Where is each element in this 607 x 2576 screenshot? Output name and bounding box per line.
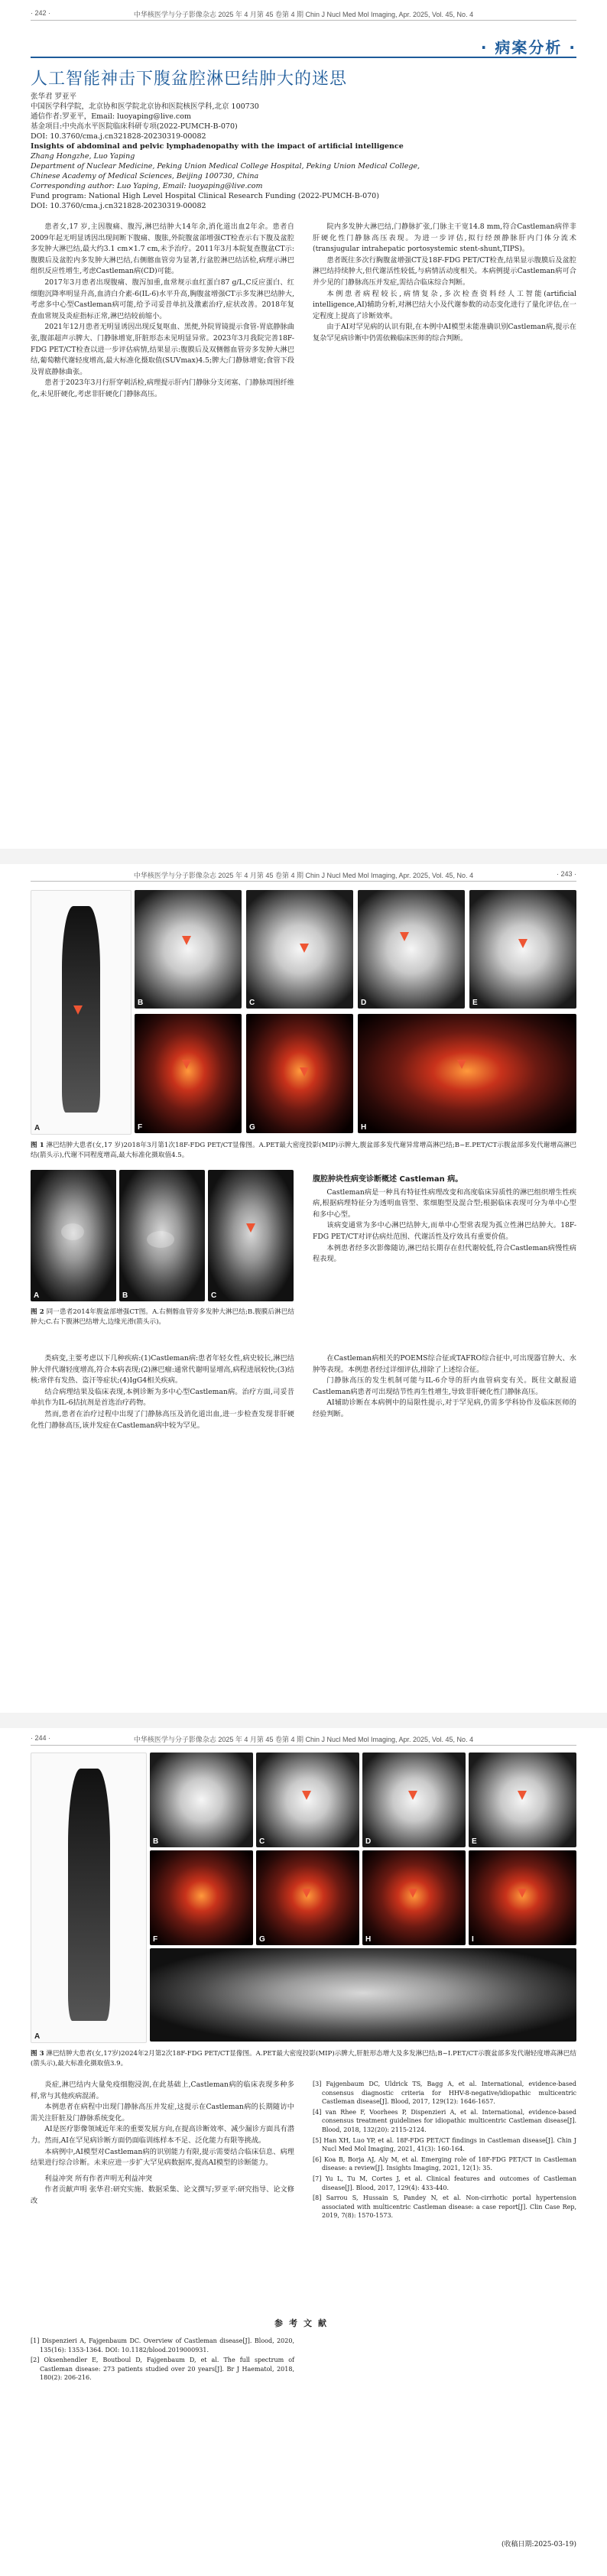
paragraph: 类病变,主要考虑以下几种疾病:(1)Castleman病:患者年轻女性,病史较长,淋巴结肿大伴代谢轻度增高,符合本病表现;(2)淋巴瘤:通常代谢明显增高,病程进展较快;(3)结核:常伴有发热、盗汗等症状;(4)IgG4相关疾病。	[31, 1354, 294, 1385]
panel-label: C	[259, 1837, 265, 1846]
paragraph: 患者女,17 岁,主因腹痛、腹泻,淋巴结肿大14年余,消化道出血2年余。患者自2009年起无明显诱因出现间断下腹痛、腹胀,外院腹盆部增强CT检查示右下腹及盆腔多发肿大淋巴结,最大约3.1 cm×1.7 cm,未予治疗。2011年3月本院复查腹盆CT示:腹膜后及盆腔内多发肿大淋巴结,右侧髂血管旁为显著,行盆腔淋巴结活检,病理示淋巴组织反应性增生,考虑Castleman病(CD)可能。	[31, 223, 294, 276]
references-title: 参考文献	[274, 2318, 333, 2328]
paragraph: 2017年3月患者出现腹痛、腹泻加重,血常规示血红蛋白87 g/L,C反应蛋白、红细胞沉降率明显升高,血清白介素-6(IL-6)水平升高,胸腹盆增强CT示多发淋巴结肿大,考虑多中心型Castleman病可能,给予司妥昔单抗及激素治疗,症状改善。2018年复查血常规及炎症指标正常,淋巴结较前缩小。	[31, 278, 294, 320]
fig3-panel-c	[256, 1753, 359, 1847]
fig1-panel-c	[246, 890, 353, 1009]
english-affiliation-1: Department of Nuclear Medicine, Peking Union Medical College Hospital, Peking Union Medical College,	[31, 162, 420, 171]
section-heading: 腹腔肿块性病变诊断概述 Castleman 病。	[313, 1175, 463, 1184]
pet-body-silhouette	[68, 1769, 110, 2021]
page-header	[31, 8, 576, 21]
paragraph: 本例患者在病程中出现门静脉高压并发症,这提示在Castleman病的长期随访中需关注肝脏及门静脉系统变化。	[31, 2103, 294, 2123]
fig2-panel-a	[31, 1170, 116, 1301]
panel-label: I	[472, 1935, 474, 1944]
paragraph: 在Castleman病相关的POEMS综合征或TAFRO综合征中,可出现器官肿大、水肿等表现。本例患者经过详细评估,排除了上述综合征。	[313, 1354, 576, 1374]
body-left-column	[31, 2080, 294, 2207]
paragraph: 2021年12月患者无明显诱因出现反复呕血、黑便,外院胃镜提示食管-胃底静脉曲张,腹部超声示脾大、门静脉增宽,肝脏形态未见明显异常。2023年3月我院完善18F-FDG PET/CT检查以进一步评估病情,结果显示:腹膜后及双侧髂血管旁多发肿大淋巴结,葡萄糖代谢轻度增高,最大标准化摄取值(SUVmax)4.5;脾大;门静脉增宽;食管下段及胃底静脉曲张。	[31, 323, 294, 376]
reference-item: [4] van Rhee F, Voorhees P, Dispenzieri A, et al. International, evidence-based consensus treatment guidelines for idiopathic multicentric Castleman disease[J]. Blood, 2018, 132(20): 2115-2124.	[313, 2108, 576, 2133]
english-doi: DOI: 10.3760/cma.j.cn321828-20230319-00082	[31, 202, 206, 210]
body-left-column	[31, 1353, 294, 1431]
english-fund: Fund program: National High Level Hospital Clinical Research Funding (2022-PUMCH-B-070)	[31, 192, 379, 200]
figure-1-caption	[31, 1141, 576, 1160]
figure-1	[31, 890, 576, 1135]
figure-2-caption	[31, 1307, 294, 1327]
fig1-panel-f	[135, 1014, 242, 1133]
fund-program: 基金项目:中央高水平医院临床科研专项(2022-PUMCH-B-070)	[31, 122, 238, 131]
english-authors: Zhang Hongzhe, Luo Yaping	[31, 152, 135, 161]
paragraph: 本例患者病程较长,病情复杂,多次检查资料经人工智能(artificial intelligence,AI)辅助分析,对淋巴结大小及代谢参数的动态变化进行了量化评估,在一定程度上提高了诊断效率。	[313, 289, 576, 320]
fig1-panel-d	[358, 890, 465, 1009]
fig1-panel-h	[358, 1014, 576, 1133]
fig2-panel-b	[119, 1170, 205, 1301]
fig3-panel-d	[362, 1753, 466, 1847]
paragraph: 院内多发肿大淋巴结,门静脉扩张,门脉主干宽14.8 mm,符合Castleman病伴非肝硬化性门静脉高压表现。为进一步评估,拟行经颈静脉肝内门体分流术(transjugular intrahepatic portosystemic stent-shunt,TIPS)。	[313, 223, 576, 254]
paragraph: 由于AI对罕见病的认识有限,在本例中AI模型未能准确识别Castleman病,提示在复杂罕见病诊断中仍需依赖临床医师的综合判断。	[313, 323, 576, 343]
page-header	[31, 869, 576, 882]
arrow-icon	[182, 936, 191, 945]
arrow-icon	[518, 1791, 527, 1800]
arrow-icon	[518, 939, 527, 948]
paragraph: AI是医疗影像领域近年来的重要发展方向,在提高诊断效率、减少漏诊方面具有潜力。然而,AI在罕见病诊断方面仍面临训练样本不足、泛化能力有限等挑战。	[31, 2125, 294, 2145]
panel-label: B	[138, 999, 144, 1007]
english-title: Insights of abdominal and pelvic lymphadenopathy with the impact of artificial intelligence	[31, 142, 404, 151]
paragraph: 结合病理结果及临床表现,本例诊断为多中心型Castleman病。治疗方面,司妥昔单抗作为IL-6拮抗剂是首选治疗药物。	[31, 1387, 294, 1408]
fig3-panel-b	[150, 1753, 253, 1847]
paragraph: 然而,患者在治疗过程中出现了门静脉高压及消化道出血,进一步检查发现非肝硬化性门静脉高压,该并发症在Castleman病中较为罕见。	[31, 1409, 294, 1430]
fig3-panel-h	[362, 1850, 466, 1945]
affiliation: 中国医学科学院，北京协和医学院北京协和医院核医学科,北京 100730	[31, 102, 259, 111]
panel-label: E	[472, 1837, 477, 1846]
panel-label: F	[138, 1123, 143, 1132]
panel-label: C	[249, 999, 255, 1007]
panel-label: E	[472, 999, 478, 1007]
arrow-icon	[400, 932, 409, 941]
panel-label: A	[34, 1291, 40, 1300]
arrow-icon	[408, 1791, 417, 1800]
paragraph: 本例患者经多次影像随访,淋巴结长期存在但代谢较低,符合Castleman病慢性病程表现。	[313, 1243, 576, 1264]
figure-2	[31, 1170, 294, 1304]
reference-item: [2] Oksenhendler E, Boutboul D, Fajgenbaum D, et al. The full spectrum of Castleman disease: 273 patients studied over 20 years[J]. Br J Haematol, 2018, 180(2): 206-216.	[31, 2357, 294, 2382]
figure-3	[31, 1753, 576, 2043]
references-right	[313, 2080, 576, 2222]
body-right-column	[313, 1353, 576, 1421]
page-header	[31, 1733, 576, 1746]
fig2-panel-c	[208, 1170, 294, 1301]
caption-label: 图 1	[31, 1142, 44, 1149]
paragraph: Castleman病是一种具有特征性病理改变和高度临床异质性的淋巴组织增生性疾病,根据病理特征分为透明血管型、浆细胞型及混合型;根据临床表现可分为单中心型和多中心型。	[313, 1187, 576, 1219]
fig3-panel-f	[150, 1850, 253, 1945]
paragraph: 门静脉高压的发生机制可能与IL-6介导的肝内血管病变有关。既往文献报道Castleman病患者可出现结节性再生性增生,导致非肝硬化性门静脉高压。	[313, 1376, 576, 1396]
arrow-icon	[300, 944, 309, 953]
fig3-panel-i	[469, 1850, 576, 1945]
page-2	[0, 864, 607, 1713]
fig3-panel-g	[256, 1850, 359, 1945]
panel-label: H	[361, 1123, 367, 1132]
fig3-panel-ct-row	[150, 1948, 576, 2042]
caption-text: 淋巴结肿大患者(女,17岁)2024年2月第2次18F-FDG PET/CT显像图。A.PET最大密度投影(MIP)示脾大,肝脏形态增大及多发淋巴结;B~I.PET/CT示腹盆部多发代谢轻度增高淋巴结(箭头示),最大标准化摄取值3.9。	[31, 2050, 577, 2068]
paragraph: 该病变通常为多中心淋巴结肿大,而单中心型常表现为孤立性淋巴结肿大。18F-FDG PET/CT对评估病灶范围、代谢活性及疗效具有重要价值。	[313, 1221, 576, 1241]
fig1-panel-b	[135, 890, 242, 1009]
journal-info: 中华核医学与分子影像杂志 2025 年 4 月第 45 卷第 4 期 Chin J Nucl Med Mol Imaging, Apr. 2025, Vol. 45, No. 4	[133, 11, 474, 18]
references-left	[31, 2337, 294, 2384]
fig1-panel-a-mip	[31, 890, 131, 1135]
panel-label: G	[249, 1123, 255, 1132]
reference-item: [1] Dispenzieri A, Fajgenbaum DC. Overview of Castleman disease[J]. Blood, 2020, 135(16): 1353-1364. DOI: 10.1182/blood.2019000931.	[31, 2337, 294, 2353]
panel-label: H	[365, 1935, 372, 1944]
fig1-panel-g	[246, 1014, 353, 1133]
caption-label: 图 3	[31, 2050, 44, 2058]
page-separator	[0, 849, 607, 864]
conflict-statement: 利益冲突 所有作者声明无利益冲突	[44, 2174, 153, 2183]
panel-label: C	[211, 1291, 217, 1300]
category-rule	[31, 57, 576, 58]
panel-label: D	[361, 999, 367, 1007]
fig3-panel-e	[469, 1753, 576, 1847]
reference-item: [3] Fajgenbaum DC, Uldrick TS, Bagg A, et al. International, evidence-based consensus diagnostic criteria for HHV-8-negative/idiopathic multicentric Castleman disease[J]. Blood, 2017, 129(12): 1646-1657.	[313, 2081, 576, 2106]
arrow-icon	[457, 1060, 466, 1069]
journal-info: 中华核医学与分子影像杂志 2025 年 4 月第 45 卷第 4 期 Chin J Nucl Med Mol Imaging, Apr. 2025, Vol. 45, No. 4	[133, 872, 474, 879]
panel-label: F	[153, 1935, 158, 1944]
paragraph: 炎症,淋巴结内大量免疫细胞浸润,在此基础上,Castleman病的临床表现多种多样,常与其他疾病混淆。	[31, 2081, 294, 2100]
panel-label: B	[153, 1837, 159, 1846]
arrow-icon	[182, 1060, 191, 1069]
english-affiliation-2: Chinese Academy of Medical Sciences, Beijing 100730, China	[31, 172, 259, 180]
panel-label: A	[34, 1124, 41, 1132]
arrow-icon	[300, 1067, 309, 1077]
figure-3-caption	[31, 2049, 576, 2068]
panel-label: G	[259, 1935, 265, 1944]
page-3	[0, 1728, 607, 2576]
arrow-icon	[518, 1889, 527, 1898]
page-1	[0, 0, 607, 856]
panel-label: D	[365, 1837, 372, 1846]
corresponding-author: 通信作者:罗亚平，Email: luoyaping@live.com	[31, 112, 191, 121]
caption-label: 图 2	[31, 1308, 44, 1316]
right-column-upper	[313, 1170, 576, 1265]
organ-shape	[147, 1231, 174, 1248]
arrow-icon	[408, 1889, 417, 1898]
paragraph: AI辅助诊断在本病例中的局限性提示,对于罕见病,仍需多学科协作及临床医师的经验判断。	[313, 1398, 576, 1418]
arrow-icon	[302, 1791, 311, 1800]
body-right-column	[313, 222, 576, 345]
journal-info: 中华核医学与分子影像杂志 2025 年 4 月第 45 卷第 4 期 Chin J Nucl Med Mol Imaging, Apr. 2025, Vol. 45, No. 4	[133, 1736, 474, 1743]
caption-text: 同一患者2014年腹盆部增强CT图。A.右侧髂血管旁多发肿大淋巴结;B.腹膜后淋巴结肿大;C.右下腹淋巴结增大,边缘光滑(箭头示)。	[31, 1308, 295, 1326]
paragraph: 本病例中,AI模型对Castleman病的识别能力有限,提示需要结合临床信息、病理结果进行综合诊断。未来应进一步扩大罕见病数据库,提高AI模型的诊断能力。	[31, 2147, 294, 2168]
organ-shape	[61, 1223, 84, 1240]
paragraph: 患者既往多次行胸腹盆增强CT及18F-FDG PET/CT检查,结果显示腹膜后及盆腔淋巴结持续肿大,但代谢活性较低,与病情活动度相关。本病例提示Castleman病可合并少见的门静脉高压并发症,需结合临床综合判断。	[313, 255, 576, 287]
reference-item: [7] Yu L, Tu M, Cortes J, et al. Clinical features and outcomes of Castleman disease[J]. Blood, 2017, 129(4): 433-440.	[313, 2175, 576, 2191]
page-number: · 242 ·	[31, 9, 51, 17]
arrow-icon	[302, 1889, 311, 1898]
panel-label: B	[122, 1291, 128, 1300]
contribution-statement: 作者贡献声明 张华君:研究实施、数据采集、论文撰写;罗亚平:研究指导、论文修改	[31, 2185, 294, 2205]
arrow-icon	[73, 1005, 83, 1015]
received-date: (收稿日期:2025-03-19)	[502, 2541, 576, 2548]
page-number: · 243 ·	[556, 870, 576, 878]
authors: 张华君 罗亚平	[31, 93, 77, 101]
panel-label: A	[34, 2032, 41, 2041]
article-title: 人工智能神击下腹盆腔淋巴结肿大的迷思	[31, 70, 348, 89]
body-left-column	[31, 222, 294, 401]
english-corresponding: Corresponding author: Luo Yaping, Email: luoyaping@live.com	[31, 182, 263, 190]
reference-item: [6] Koa B, Borja AJ, Aly M, et al. Emerging role of 18F-FDG PET/CT in Castleman disease: a review[J]. Insights Imaging, 2021, 12(1): 35.	[313, 2155, 576, 2172]
article-meta	[31, 92, 576, 211]
caption-text: 淋巴结肿大患者(女,17 岁)2018年3月第1次18F-FDG PET/CT显像图。A.PET最大密度投影(MIP)示脾大,腹盆部多发代谢异常增高淋巴结;B~E.PET/CT示腹盆部多发代谢增高淋巴结(箭头示),代谢不同程度增高,最大标准化摄取值4.5。	[31, 1142, 576, 1159]
reference-item: [8] Sarrou S, Hussain S, Pandey N, et al. Non-cirrhotic portal hypertension associated with multicentric Castleman disease: a case report[J]. Clin Case Rep, 2019, 7(8): 1570-1573.	[313, 2194, 576, 2220]
page-separator	[0, 1713, 607, 1728]
fig3-panel-a-mip	[31, 1753, 147, 2043]
doi: DOI: 10.3760/cma.j.cn321828-20230319-00082	[31, 132, 206, 141]
paragraph: 患者于2023年3月行肝穿刺活检,病理提示肝内门静脉分支闭塞、门静脉周围纤维化,未见肝硬化,考虑非肝硬化门静脉高压。	[31, 378, 294, 398]
fig1-panel-e	[469, 890, 576, 1009]
reference-item: [5] Han XH, Luo YP, et al. 18F-FDG PET/CT findings in Castleman disease[J]. Chin J Nucl Med Mol Imaging, 2021, 41(3): 160-164.	[313, 2136, 576, 2153]
category-tag: · 病案分析 ·	[480, 38, 576, 57]
arrow-icon	[246, 1223, 255, 1233]
page-number: · 244 ·	[31, 1734, 51, 1742]
